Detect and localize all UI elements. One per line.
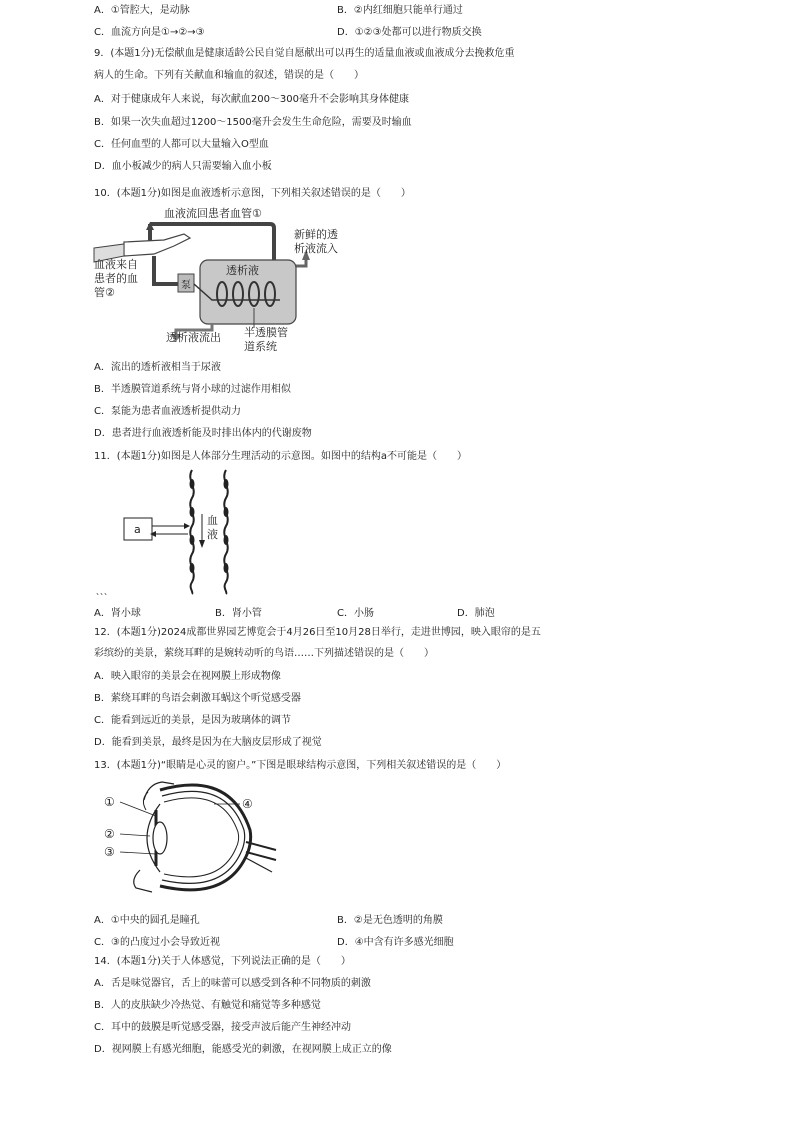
- q11-option-d: D．肺泡: [457, 608, 495, 619]
- dialysis-diagram: [94, 204, 354, 354]
- fig10-right-label-2: 析液流入: [294, 242, 338, 255]
- q9-option-d: D．血小板减少的病人只需要输入血小板: [94, 161, 272, 172]
- fig10-pump-label: 泵: [181, 280, 191, 291]
- q10-option-a: A．流出的透析液相当于尿液: [94, 362, 221, 373]
- fig10-right-label-1: 新鲜的透: [294, 228, 338, 241]
- q14-stem: 14．(本题1分)关于人体感觉，下列说法正确的是（ ）: [94, 956, 351, 967]
- fig10-left-label-1: 血液来自: [94, 258, 138, 271]
- q13-option-a: A．①中央的圆孔是瞳孔: [94, 915, 200, 926]
- q12-option-d: D．能看到美景，最终是因为在大脑皮层形成了视觉: [94, 737, 322, 748]
- q9-option-b: B．如果一次失血超过1200～1500毫升会发生生命危险，需要及时输血: [94, 117, 412, 128]
- fig10-membrane-label-1: 半透膜管: [244, 326, 288, 339]
- q12-option-b: B．萦绕耳畔的鸟语会刺激耳蜗这个听觉感受器: [94, 693, 301, 704]
- q14-option-d: D．视网膜上有感光细胞，能感受光的刺激，在视网膜上成正立的像: [94, 1044, 392, 1055]
- q11-option-c: C．小肠: [337, 608, 374, 619]
- q13-option-c: C．③的凸度过小会导致近视: [94, 937, 220, 948]
- q13-option-b: B．②是无色透明的角膜: [337, 915, 443, 926]
- q13-option-d: D．④中含有许多感光细胞: [337, 937, 454, 948]
- q10-option-d: D．患者进行血液透析能及时排出体内的代谢废物: [94, 428, 312, 439]
- q13-stem: 13．(本题1分)“眼睛是心灵的窗户。”下图是眼球结构示意图，下列相关叙述错误的是（ ）: [94, 760, 507, 771]
- fig10-outflow-label: 透析液流出: [166, 331, 221, 344]
- q8-option-b: B．②内红细胞只能单行通过: [337, 5, 463, 16]
- fig10-membrane-label-2: 道系统: [244, 340, 277, 353]
- q11-option-b: B．肾小管: [215, 608, 262, 619]
- q12-option-a: A．映入眼帘的美景会在视网膜上形成物像: [94, 671, 281, 682]
- q9-option-c: C．任何血型的人都可以大量输入O型血: [94, 139, 269, 150]
- q9-stem-line2: 病人的生命。下列有关献血和输血的叙述，错误的是（ ）: [94, 70, 364, 81]
- q14-option-c: C．耳中的鼓膜是听觉感受器，接受声波后能产生神经冲动: [94, 1022, 351, 1033]
- fig11-blood-label-2: 液: [207, 528, 218, 541]
- q14-option-a: A．舌是味觉器官，舌上的味蕾可以感受到各种不同物质的刺激: [94, 978, 371, 989]
- eye-lens: [153, 822, 167, 854]
- q9-option-a: A．对于健康成年人来说，每次献血200～300毫升不会影响其身体健康: [94, 94, 410, 105]
- fig11-box-label: a: [134, 523, 141, 536]
- fig13-label-4: ④: [242, 797, 253, 811]
- q10-option-c: C．泵能为患者血液透析提供动力: [94, 406, 241, 417]
- fig10-top-label: 血液流回患者血管①: [164, 207, 262, 220]
- fig13-label-2: ②: [104, 827, 115, 841]
- fig10-left-label-2: 患者的血: [94, 272, 138, 285]
- q11-stem: 11．(本题1分)如图是人体部分生理活动的示意图。如图中的结构a不可能是（ ）: [94, 451, 468, 462]
- q12-stem-line2: 彩缤纷的美景，萦绕耳畔的是婉转动听的鸟语……下列描述错误的是（ ）: [94, 648, 434, 659]
- fig11-blood-label-1: 血: [207, 514, 218, 527]
- q12-stem-line1: 12．(本题1分)2024成都世界园艺博览会于4月26日至10月28日举行，走进世博园，映入眼帘的是五: [94, 627, 541, 638]
- fig11-dots: 、、、: [96, 587, 112, 596]
- q9-stem-line1: 9．(本题1分)无偿献血是健康适龄公民自觉自愿献出可以再生的适量血液或血液成分去挽救危重: [94, 48, 515, 59]
- q8-option-d: D．①②③处都可以进行物质交换: [337, 27, 482, 38]
- q12-option-c: C．能看到远近的美景，是因为玻璃体的调节: [94, 715, 291, 726]
- eyeball-diagram: [100, 780, 280, 900]
- fig13-label-1: ①: [104, 795, 115, 809]
- fig10-left-label-3: 管②: [94, 286, 115, 299]
- q8-option-a: A．①管腔大，是动脉: [94, 5, 190, 16]
- capillary-diagram: [94, 466, 244, 596]
- fig13-label-3: ③: [104, 845, 115, 859]
- q10-option-b: B．半透膜管道系统与肾小球的过滤作用相似: [94, 384, 291, 395]
- fig10-dialysate-label: 透析液: [226, 264, 259, 277]
- q14-option-b: B．人的皮肤缺少冷热觉、有触觉和痛觉等多种感觉: [94, 1000, 321, 1011]
- q10-stem: 10．(本题1分)如图是血液透析示意图，下列相关叙述错误的是（ ）: [94, 188, 411, 199]
- q8-option-c: C．血流方向是①→②→③: [94, 27, 205, 38]
- q11-option-a: A．肾小球: [94, 608, 141, 619]
